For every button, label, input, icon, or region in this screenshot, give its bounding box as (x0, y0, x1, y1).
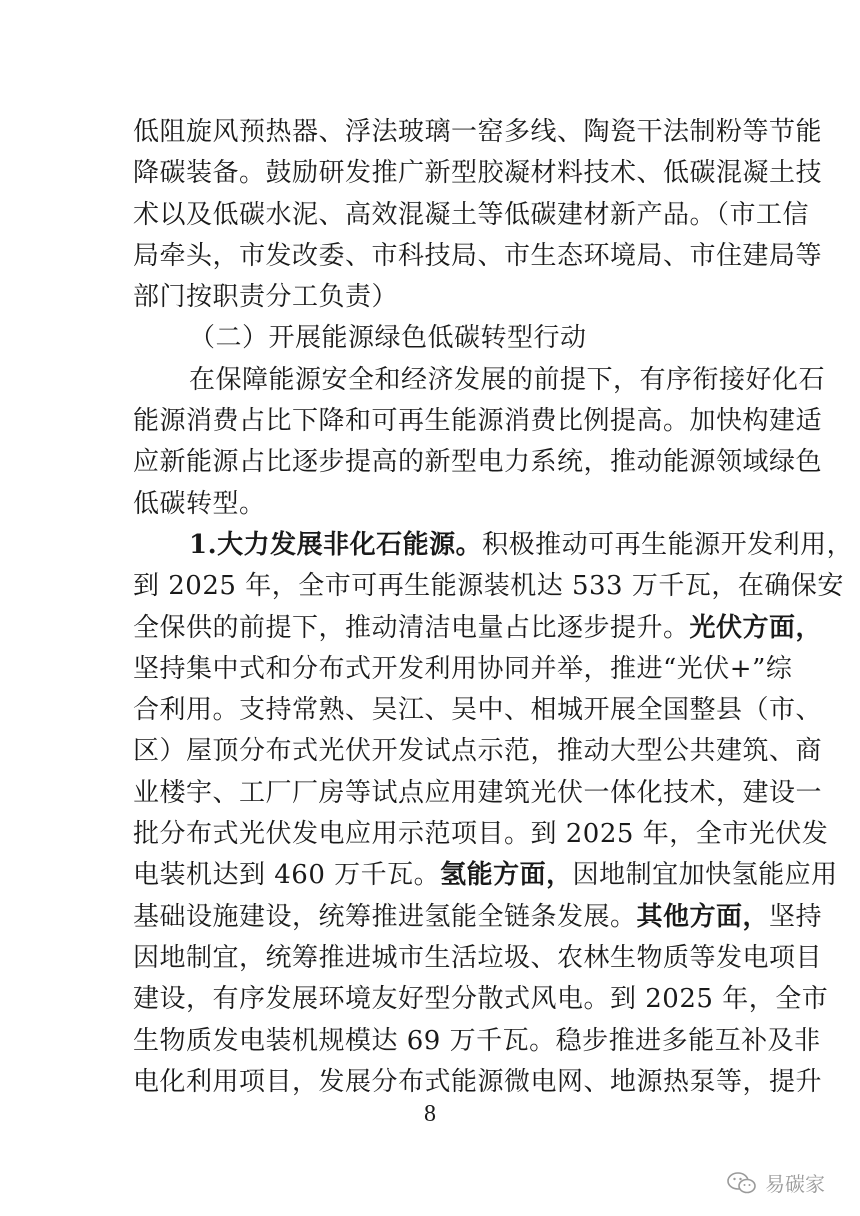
text-line: 应新能源占比逐步提高的新型电力系统，推动能源领域绿色 (133, 447, 823, 478)
text-line: 合利用。支持常熟、吴江、吴中、相城开展全国整县（市、 (133, 695, 823, 726)
body-text (133, 112, 854, 1103)
bold-phrase: 氢能方面， (440, 860, 573, 891)
text-line: 降碳装备。鼓励研发推广新型胶凝材料技术、低碳混凝土技 (133, 158, 823, 189)
text-line: 能源消费占比下降和可再生能源消费比例提高。加快构建适 (133, 406, 823, 437)
line-text: 坚持 (769, 901, 823, 932)
text-line: 局牵头，市发改委、市科技局、市生态环境局、市住建局等 (133, 240, 823, 271)
text-line: 低碳转型。 (133, 488, 266, 519)
wechat-icon (727, 1171, 757, 1195)
text-line: 业楼宇、工厂厂房等试点应用建筑光伏一体化技术，建设一 (133, 777, 823, 808)
section-heading: （二）开展能源绿色低碳转型行动 (189, 323, 587, 354)
line-text: 基础设施建设，统筹推进氢能全链条发展。 (133, 901, 637, 932)
text-line (133, 525, 854, 566)
bold-phrase: 其他方面， (636, 901, 770, 932)
page-number: 8 (424, 1101, 436, 1127)
line-text: 积极推动可再生能源开发利用， (482, 529, 854, 560)
text-line: 生物质发电装机规模达 69 万千瓦。稳步推进多能互补及非 (133, 1025, 821, 1056)
line-text: 电装机达到 460 万千瓦。 (133, 860, 441, 891)
text-line: 部门按职责分工负责） (133, 282, 399, 313)
line-text: 全保供的前提下，推动清洁电量占比逐步提升。 (133, 612, 690, 643)
text-line (133, 897, 823, 938)
text-line: 到 2025 年，全市可再生能源装机达 533 万千瓦，在确保安 (133, 571, 844, 602)
text-line: 批分布式光伏发电应用示范项目。到 2025 年，全市光伏发 (133, 819, 829, 850)
watermark (727, 1168, 825, 1197)
text-line: 建设，有序发展环境友好型分散式风电。到 2025 年，全市 (133, 984, 829, 1015)
text-line: 区）屋顶分布式光伏开发试点示范，推动大型公共建筑、商 (133, 736, 823, 767)
text-line: 电化利用项目，发展分布式能源微电网、地源热泵等，提升 (133, 1066, 823, 1097)
bold-phrase: 光伏方面， (689, 612, 823, 643)
text-line: 低阻旋风预热器、浮法玻璃一窑多线、陶瓷干法制粉等节能 (133, 117, 823, 147)
line-text: 因地制宜加快氢能应用 (572, 860, 838, 891)
watermark-label: 易碳家 (765, 1172, 825, 1196)
text-line (133, 855, 838, 896)
text-line: 术以及低碳水泥、高效混凝土等低碳建材新产品。（市工信 (133, 199, 810, 230)
text-line: 在保障能源安全和经济发展的前提下，有序衔接好化石 (189, 364, 826, 395)
text-line (133, 608, 823, 649)
text-line: 坚持集中式和分布式开发利用协同并举，推进“光伏+”综 (133, 653, 793, 684)
subheading-bold: 1.大力发展非化石能源。 (189, 529, 483, 560)
text-line: 因地制宜，统筹推进城市生活垃圾、农林生物质等发电项目 (133, 942, 823, 973)
